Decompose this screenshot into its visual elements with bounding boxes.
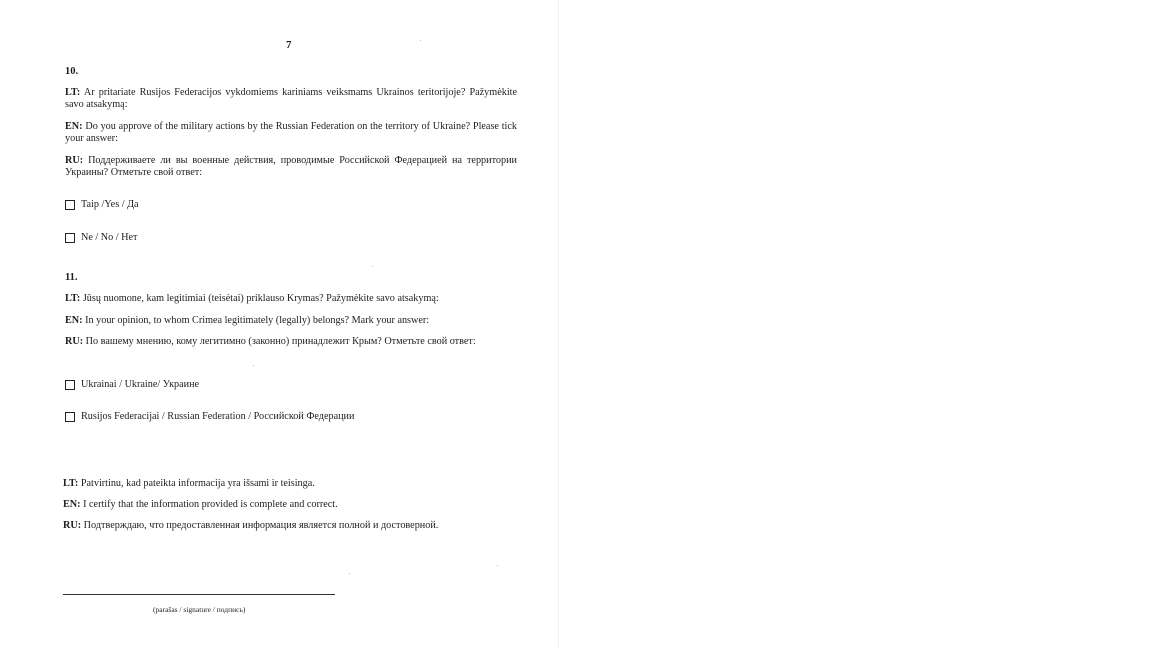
question-11-lt-text: Jūsų nuomone, kam legitimiai (teisėtai) priklauso Krymas? Pažymėkite savo atsakymą: xyxy=(82,293,439,304)
lang-tag-lt: LT: xyxy=(65,293,81,304)
scan-speck xyxy=(497,565,498,566)
lang-tag-lt: LT: xyxy=(65,87,81,98)
option-yes-label: Taip /Yes / Да xyxy=(81,199,139,210)
question-11-lt xyxy=(65,293,517,305)
lang-tag-en: EN: xyxy=(65,315,83,326)
question-10-en-text: Do you approve of the military actions by the Russian Federation on the territory of Ukraine? Please tick your answer: xyxy=(65,121,517,144)
certification-lt-text: Patvirtinu, kad pateikta informacija yra išsami ir teisinga. xyxy=(80,478,315,489)
signature-line[interactable] xyxy=(63,594,335,595)
question-11-en-text: In your opinion, to whom Crimea legitimately (legally) belongs? Mark your answer: xyxy=(85,315,430,326)
question-11-number: 11. xyxy=(65,272,78,283)
lang-tag-ru: RU: xyxy=(65,155,84,166)
option-ukraine[interactable] xyxy=(65,379,199,391)
lang-tag-en: EN: xyxy=(63,499,81,510)
question-10-number: 10. xyxy=(65,66,79,77)
lang-tag-en: EN: xyxy=(65,121,83,132)
lang-tag-lt: LT: xyxy=(63,478,79,489)
certification-ru-text: Подтверждаю, что предоставленная информация является полной и достоверной. xyxy=(83,520,439,531)
option-no-label: Ne / No / Нет xyxy=(81,232,138,243)
certification-en-text: I certify that the information provided is complete and correct. xyxy=(83,499,338,510)
lang-tag-ru: RU: xyxy=(65,336,84,347)
checkbox-ukraine[interactable] xyxy=(65,380,75,390)
certification-ru xyxy=(63,520,438,532)
option-yes[interactable] xyxy=(65,199,139,211)
checkbox-yes[interactable] xyxy=(65,200,75,210)
scan-speck xyxy=(253,365,254,366)
checkbox-no[interactable] xyxy=(65,233,75,243)
question-10-lt-text: Ar pritariate Rusijos Federacijos vykdomiems kariniams veiksmams Ukrainos teritorijoje? Pažymėkite savo atsakymą: xyxy=(65,87,517,110)
document-page xyxy=(0,0,560,648)
question-11-en xyxy=(65,315,517,327)
certification-lt xyxy=(63,478,315,490)
scan-speck xyxy=(349,573,350,574)
option-no[interactable] xyxy=(65,232,138,244)
option-ukraine-label: Ukrainai / Ukraine/ Украине xyxy=(81,379,200,390)
page-edge xyxy=(558,0,559,648)
signature-caption: (parašas / signature / подпись) xyxy=(153,605,246,614)
lang-tag-ru: RU: xyxy=(63,520,82,531)
question-11-ru xyxy=(65,336,517,348)
scan-speck xyxy=(372,266,373,267)
question-10-ru xyxy=(65,155,517,179)
question-10-ru-text: Поддерживаете ли вы военные действия, проводимые Российской Федерацией на территории Украины? Отметьте свой ответ: xyxy=(65,155,517,178)
option-russian-federation-label: Rusijos Federacijai / Russian Federation / Российской Федерации xyxy=(81,411,355,422)
question-11-ru-text: По вашему мнению, кому легитимно (законно) принадлежит Крым? Отметьте свой ответ: xyxy=(85,336,476,347)
certification-en xyxy=(63,499,338,511)
option-russian-federation[interactable] xyxy=(65,411,354,423)
page-number: 7 xyxy=(286,39,292,51)
question-10-lt xyxy=(65,87,517,111)
scan-speck xyxy=(420,40,421,41)
question-10-en xyxy=(65,121,517,145)
checkbox-russian-federation[interactable] xyxy=(65,412,75,422)
